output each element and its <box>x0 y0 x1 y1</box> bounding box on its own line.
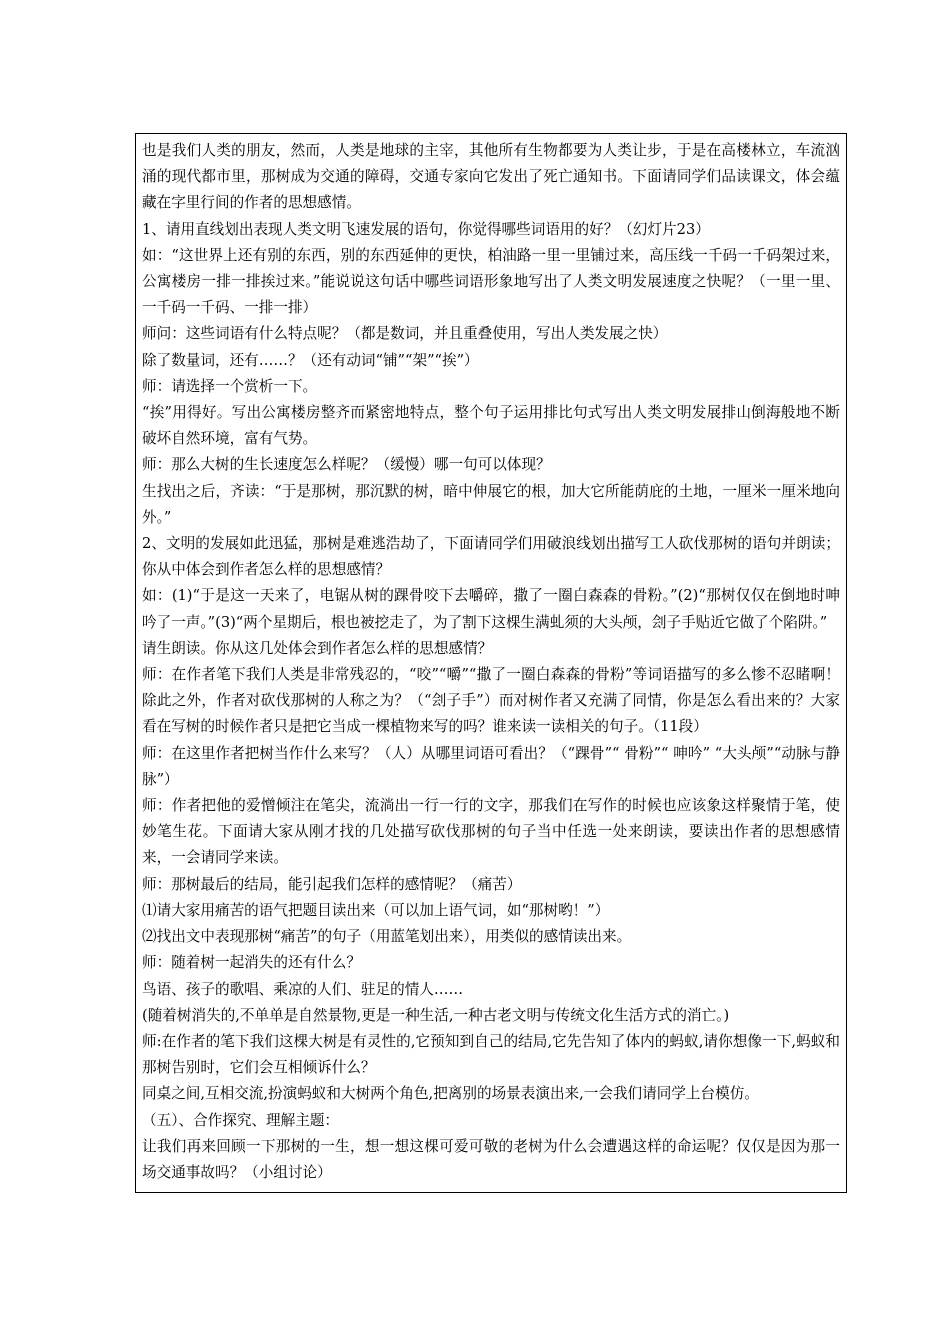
paragraph-example-sentence: 如：“这世界上还有别的东西，别的东西延伸的更快，柏油路一里一里铺过来，高压线一千码一千码架过来，公寓楼房一排一排挨过来。”能说说这句话中哪些词语形象地写出了人类文明发展速度之快呢？（一里一里、一千码一千码、一排一排） <box>142 246 840 317</box>
paragraph-verbs: 除了数量词，还有……？（还有动词“铺”“架”“挨”） <box>142 351 479 369</box>
paragraph-step-2: ⑵找出文中表现那树“痛苦”的句子（用蓝笔划出来），用类似的感情读出来。 <box>142 928 632 946</box>
paragraph-teacher-question: 师问：这些词语有什么特点呢？（都是数词，并且重叠使用，写出人类发展之快） <box>142 325 668 343</box>
paragraph-ants-farewell: 师:在作者的笔下我们这棵大树是有灵性的,它预知到自己的结局,它先告知了体内的蚂蚁,请你想像一下,蚂蚁和那树告别时，它们会互相倾诉什么？ <box>142 1032 840 1077</box>
paragraph-intro: 也是我们人类的朋友，然而，人类是地球的主宰，其他所有生物都要为人类让步，于是在高楼林立，车流汹涌的现代都市里，那树成为交通的障碍，交通专家向它发出了死亡通知书。下面请同学们品读课文，体会蕴藏在字里行间的作者的思想感情。 <box>142 142 840 212</box>
paragraph-writing-emotion: 师：作者把他的爱憎倾注在笔尖，流淌出一行一行的文字，那我们在写作的时候也应该象这样聚情于笔，使妙笔生花。下面请大家从刚才找的几处描写砍伐那树的句子当中任选一处来朗读，要读出作者的思想感情来，一会请同学来读。 <box>142 797 840 867</box>
paragraph-personification: 师：在这里作者把树当作什么来写？（人）从哪里词语可看出？（“踝骨”“ 骨粉”“ 呻吟” “大头颅”“动脉与静脉”） <box>142 744 840 788</box>
section-heading-five: （五）、合作探究、理解主题： <box>142 1111 340 1129</box>
paragraph-student-read: 请生朗读。你从这几处体会到作者怎么样的思想感情？ <box>142 639 493 657</box>
paragraph-civilization-loss: (随着树消失的,不单单是自然景物,更是一种生活,一种古老文明与传统文化生活方式的消亡。) <box>142 1006 730 1024</box>
paragraph-question-2: 2、文明的发展如此迅猛，那树是难逃浩劫了，下面请同学们用破浪线划出描写工人砍伐那树的语句并朗读；你从中体会到作者怎么样的思想感情？ <box>142 535 840 579</box>
paragraph-teacher-choose: 师：请选择一个赏析一下。 <box>142 377 318 395</box>
paragraph-question-1: 1、请用直线划出表现人类文明飞速发展的语句，你觉得哪些词语用的好？（幻灯片23） <box>142 220 710 238</box>
paragraph-read-aloud: 生找出之后，齐读：“于是那树，那沉默的树，暗中伸展它的根，加大它所能荫庇的土地，一厘米一厘米地向外。” <box>142 482 840 526</box>
paragraph-tree-growth: 师：那么大树的生长速度怎么样呢？（缓慢）哪一句可以体现？ <box>142 456 551 474</box>
paragraph-step-1: ⑴请大家用痛苦的语气把题目读出来（可以加上语气词，如“那树哟！”） <box>142 901 610 919</box>
paragraph-tree-ending: 师：那树最后的结局，能引起我们怎样的感情呢？（痛苦） <box>142 875 522 893</box>
paragraph-examples-cutting: 如：(1)“于是这一天来了，电锯从树的踝骨咬下去嚼碎，撒了一圈白森森的骨粉。”(2)“那树仅仅在倒地时呻吟了一声。”(3)“两个星期后，根也被挖走了，为了割下这棵生满虬须的大头颅，刽子手贴近它做了个陷阱。” <box>142 587 840 631</box>
paragraph-what-disappeared: 师：随着树一起消失的还有什么？ <box>142 954 361 972</box>
paragraph-analysis-ai: “挨”用得好。写出公寓楼房整齐而紧密地特点，整个句子运用排比句式写出人类文明发展排山倒海般地不断破坏自然环境，富有气势。 <box>142 404 840 448</box>
paragraph-role-play: 同桌之间,互相交流,扮演蚂蚁和大树两个角色,把离别的场景表演出来,一会我们请同学上台模仿。 <box>142 1085 759 1103</box>
paragraph-author-view: 师：在作者笔下我们人类是非常残忍的，“咬”“嚼”“撒了一圈白森森的骨粉”等词语描写的多么惨不忍睹啊！除此之外，作者对砍伐那树的人称之为？（“刽子手”）而对树作者又充满了同情，你是怎么看出来的？大家看在写树的时候作者只是把它当成一棵植物来写的吗？谁来读一读相关的句子。（11段） <box>142 666 840 736</box>
lesson-plan-text-box <box>135 133 847 1193</box>
paragraph-lost-things: 鸟语、孩子的歌唱、乘凉的人们、驻足的情人…… <box>142 980 464 998</box>
paragraph-group-discussion: 让我们再来回顾一下那树的一生，想一想这棵可爱可敬的老树为什么会遭遇这样的命运呢？仅仅是因为那一场交通事故吗？（小组讨论） <box>142 1137 840 1181</box>
